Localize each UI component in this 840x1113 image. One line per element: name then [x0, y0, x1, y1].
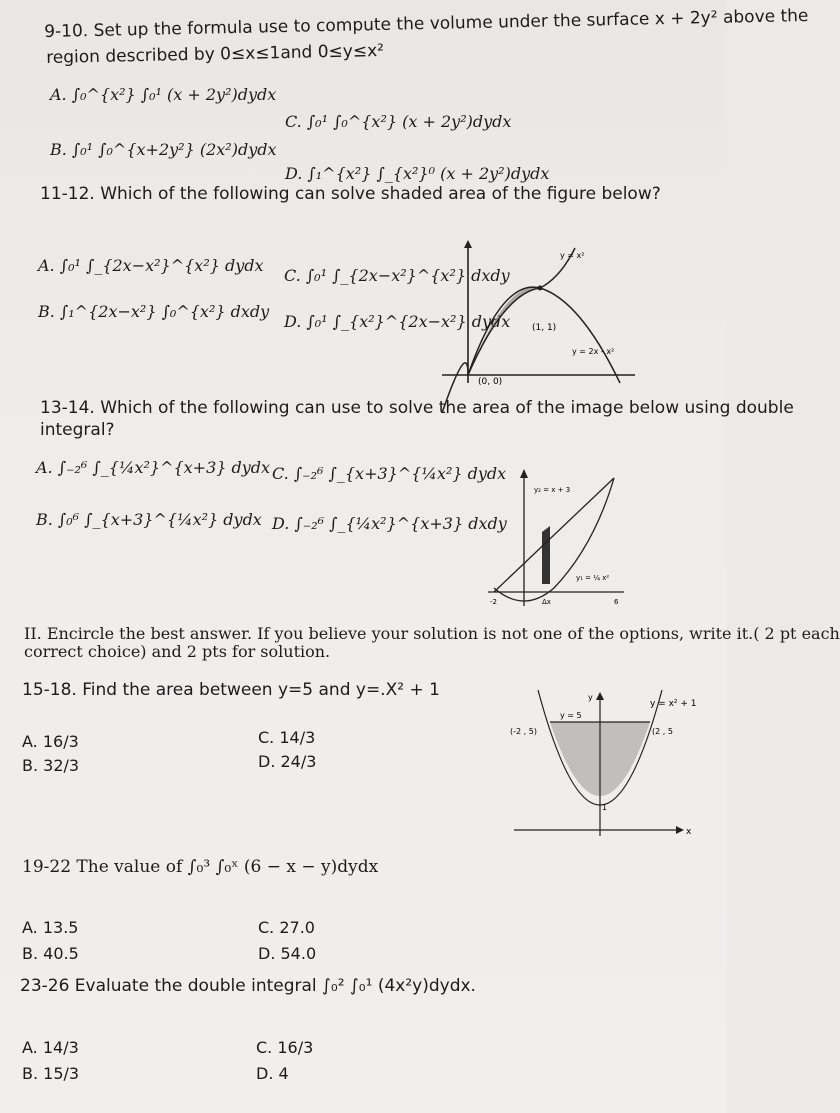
fig13-label-xpos: 6	[614, 598, 619, 606]
q19-option-a[interactable]: A. 13.5	[22, 918, 79, 937]
area-figure-13	[484, 466, 634, 612]
fig11-label-point: (1, 1)	[532, 323, 557, 333]
q11-option-c[interactable]: C. ∫₀¹ ∫_{2x−x²}^{x²} dxdy	[284, 266, 510, 285]
fig11-label-origin: (0, 0)	[478, 377, 503, 387]
q15-option-d[interactable]: D. 24/3	[258, 752, 317, 771]
q13-option-b[interactable]: B. ∫₀⁶ ∫_{x+3}^{¼x²} dydx	[36, 510, 262, 529]
y-axis-arrow-icon	[464, 240, 472, 248]
fig15-label-yline: y = 5	[560, 711, 582, 720]
q23-option-c[interactable]: C. 16/3	[256, 1038, 314, 1057]
q23-option-a[interactable]: A. 14/3	[22, 1038, 79, 1057]
parabola-area-figure	[508, 690, 708, 840]
point-1-1	[538, 286, 543, 291]
curve-2x-minus-x-squared	[468, 287, 620, 383]
shaded-region	[468, 287, 540, 375]
q11-line: 11-12. Which of the following can solve shaded area of the figure below?	[40, 184, 661, 204]
y-axis-15-arrow-icon	[596, 692, 604, 700]
q9-option-b[interactable]: B. ∫₀¹ ∫₀^{x+2y²} (2x²)dydx	[50, 140, 277, 159]
y-axis-13-arrow-icon	[520, 469, 528, 478]
fig15-label-one: 1	[602, 803, 608, 812]
q15-option-a[interactable]: A. 16/3	[22, 732, 79, 751]
q13-option-c[interactable]: C. ∫₋₂⁶ ∫_{x+3}^{¼x²} dydx	[272, 464, 507, 483]
q23-option-d[interactable]: D. 4	[256, 1064, 289, 1083]
q23-line: 23-26 Evaluate the double integral ∫₀² ∫₀¹ (4x²y)dydx.	[20, 976, 476, 996]
q19-line: 19-22 The value of ∫₀³ ∫₀ˣ (6 − x − y)dydx	[22, 857, 379, 877]
shaded-area-figure	[440, 238, 640, 388]
q15-option-c[interactable]: C. 14/3	[258, 728, 316, 747]
q23-option-b[interactable]: B. 15/3	[22, 1064, 80, 1083]
q11-option-b[interactable]: B. ∫₁^{2x−x²} ∫₀^{x²} dxdy	[38, 302, 270, 321]
fig13-label-y2: y₂ = x + 3	[534, 486, 571, 494]
q11-option-d[interactable]: D. ∫₀¹ ∫_{x²}^{2x−x²} dydx	[284, 312, 511, 331]
q19-option-c[interactable]: C. 27.0	[258, 918, 315, 937]
fig11-label-curve1: y = x²	[560, 251, 585, 260]
q13-line2: integral?	[40, 420, 115, 440]
q13-option-a[interactable]: A. ∫₋₂⁶ ∫_{¼x²}^{x+3} dydx	[36, 458, 271, 477]
fig15-label-x: x	[686, 827, 692, 837]
shaded-strip	[542, 526, 550, 584]
q11-option-a[interactable]: A. ∫₀¹ ∫_{2x−x²}^{x²} dydx	[38, 256, 264, 275]
q13-option-d[interactable]: D. ∫₋₂⁶ ∫_{¼x²}^{x+3} dxdy	[272, 514, 507, 533]
section2-line2: correct choice) and 2 pts for solution.	[24, 642, 331, 661]
q13-line1: 13-14. Which of the following can use to solve the area of the image below using double	[40, 398, 794, 418]
q19-option-b[interactable]: B. 40.5	[22, 944, 79, 963]
fig15-label-y: y	[588, 693, 593, 702]
parabola-quarter-x-squared	[494, 478, 614, 601]
fig13-label-xneg: -2	[490, 598, 497, 606]
q9-line2: region described by 0≤x≤1and 0≤y≤x²	[46, 40, 385, 68]
fig15-label-curve: y = x² + 1	[650, 699, 697, 709]
fig13-label-y1: y₁ = ¼ x²	[576, 574, 610, 582]
fig13-label-dx: Δx	[542, 598, 551, 606]
q9-option-c[interactable]: C. ∫₀¹ ∫₀^{x²} (x + 2y²)dydx	[285, 112, 512, 131]
x-axis-15-arrow-icon	[676, 826, 684, 834]
section2-line1: II. Encircle the best answer. If you believe your solution is not one of the options, write it.( 2 pt each	[24, 624, 840, 643]
q19-option-d[interactable]: D. 54.0	[258, 944, 317, 963]
q15-line: 15-18. Find the area between y=5 and y=.X² + 1	[22, 680, 440, 700]
q15-option-b[interactable]: B. 32/3	[22, 756, 80, 775]
q9-option-d[interactable]: D. ∫₁^{x²} ∫_{x²}⁰ (x + 2y²)dydx	[285, 164, 550, 183]
fig11-label-curve2: y = 2x - x²	[572, 347, 615, 356]
fig15-label-right: (2 , 5	[652, 727, 673, 736]
fig15-label-left: (-2 , 5)	[510, 727, 537, 736]
q9-line1: 9-10. Set up the formula use to compute the volume under the surface x + 2y² above the	[44, 5, 809, 42]
q9-option-a[interactable]: A. ∫₀^{x²} ∫₀¹ (x + 2y²)dydx	[50, 85, 277, 104]
